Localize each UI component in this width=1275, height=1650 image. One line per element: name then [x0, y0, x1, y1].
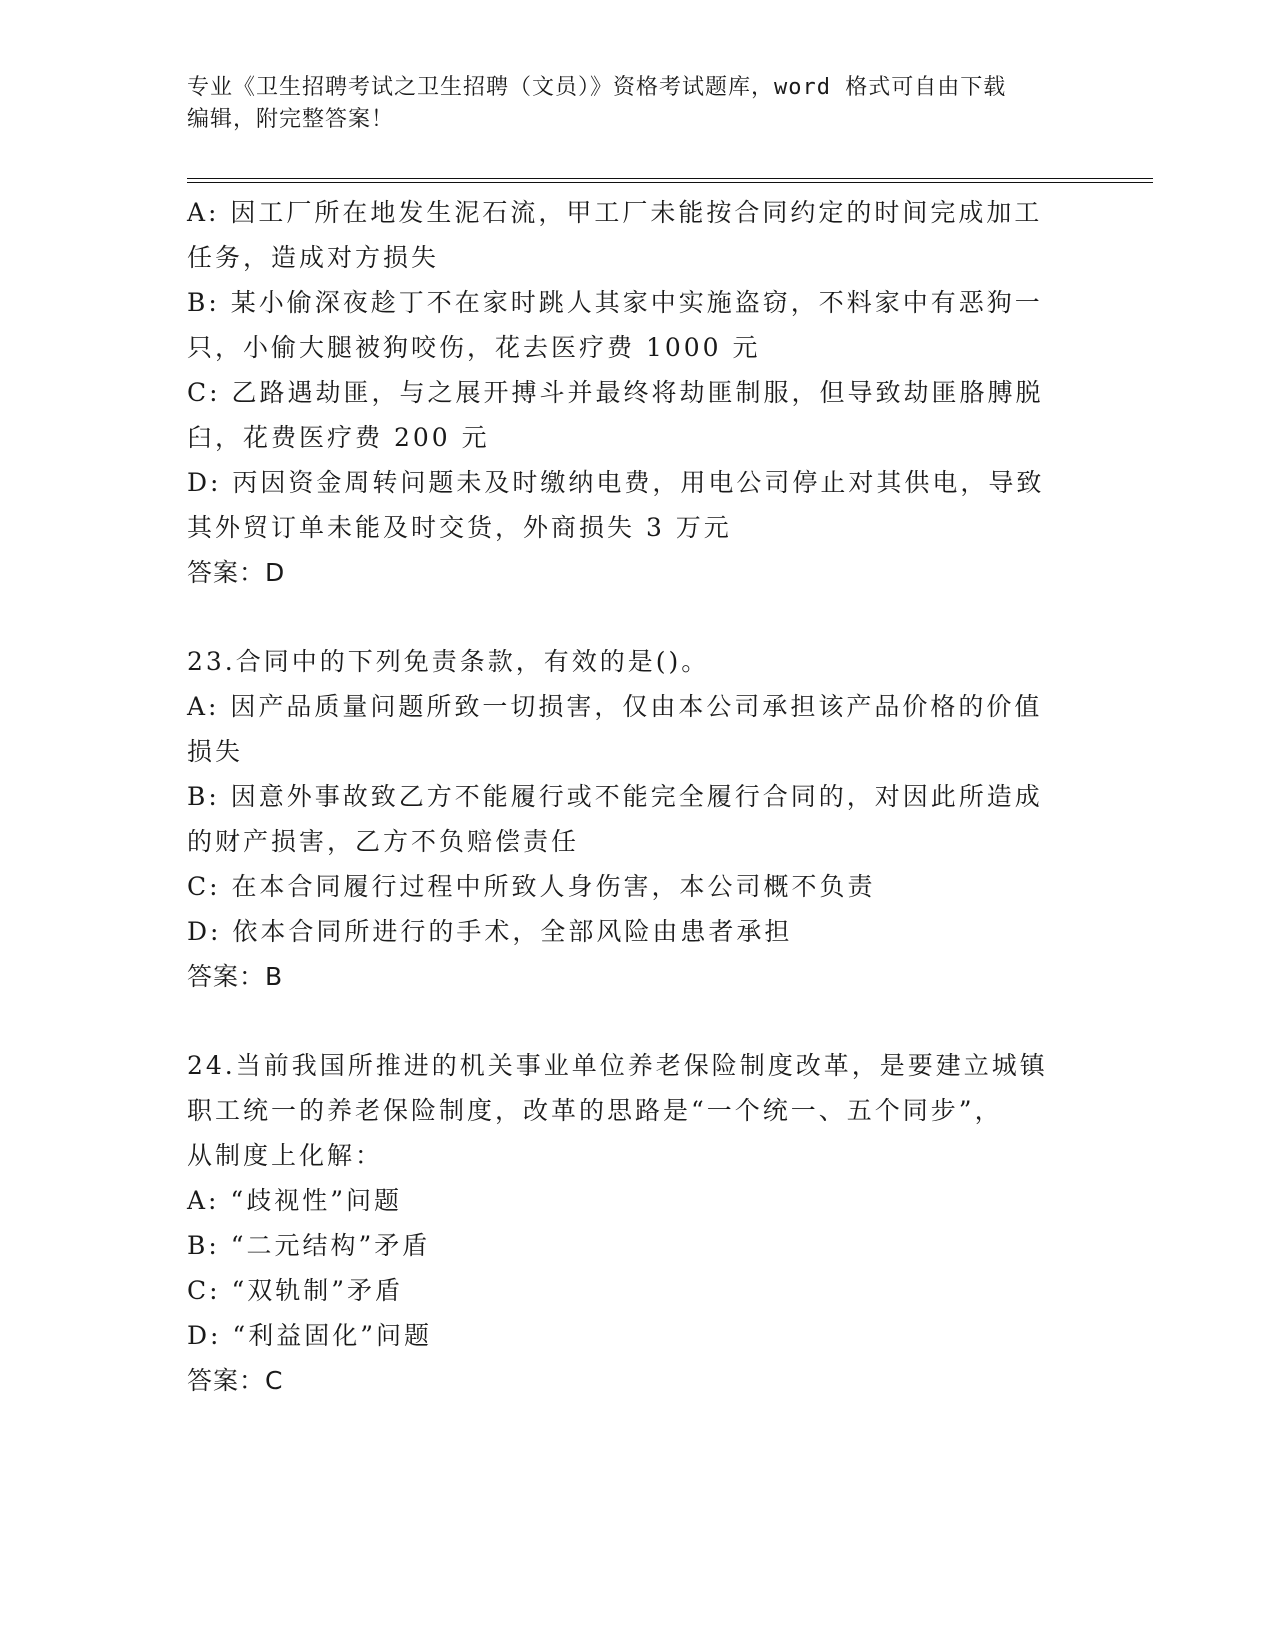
q22-option-a-line-1: A: 因工厂所在地发生泥石流，甲工厂未能按合同约定的时间完成加工 — [187, 198, 1043, 227]
q24-stem-line-3: 从制度上化解： — [187, 1141, 384, 1170]
spacer — [187, 595, 1087, 639]
q23-option-d: D: 依本合同所进行的手术，全部风险由患者承担 — [187, 917, 793, 946]
question-23 — [187, 639, 1087, 999]
q24-stem-line-1: 24.当前我国所推进的机关事业单位养老保险制度改革，是要建立城镇 — [187, 1051, 1048, 1080]
document-body — [187, 190, 1087, 1403]
q22-option-d-line-2: 其外贸订单未能及时交货，外商损失 3 万元 — [187, 513, 732, 542]
q24-option-d: D: “利益固化”问题 — [187, 1321, 432, 1350]
q24-option-a: A: “歧视性”问题 — [187, 1186, 402, 1215]
q24-option-c: C: “双轨制”矛盾 — [187, 1276, 404, 1305]
q22-option-c-line-2: 臼，花费医疗费 200 元 — [187, 423, 490, 452]
q23-option-a-line-1: A: 因产品质量问题所致一切损害，仅由本公司承担该产品价格的价值 — [187, 692, 1043, 721]
spacer — [187, 999, 1087, 1043]
q24-option-b: B: “二元结构”矛盾 — [187, 1231, 431, 1260]
q23-option-b-line-2: 的财产损害，乙方不负赔偿责任 — [187, 827, 580, 856]
question-24 — [187, 1043, 1087, 1403]
question-22-options — [187, 190, 1087, 595]
q23-option-c: C: 在本合同履行过程中所致人身伤害，本公司概不负责 — [187, 872, 876, 901]
header-line-1: 专业《卫生招聘考试之卫生招聘（文员）》资格考试题库，word 格式可自由下载 — [187, 75, 1007, 100]
q23-stem: 23.合同中的下列免责条款，有效的是()。 — [187, 647, 710, 676]
header-line-2: 编辑，附完整答案！ — [187, 107, 395, 132]
document-header — [187, 72, 1087, 136]
q24-stem-line-2: 职工统一的养老保险制度，改革的思路是“一个统一、五个同步”， — [187, 1096, 1003, 1125]
q24-answer: 答案：C — [187, 1366, 284, 1395]
q22-option-b-line-1: B: 某小偷深夜趁丁不在家时跳人其家中实施盗窃，不料家中有恶狗一 — [187, 288, 1043, 317]
q22-option-a-line-2: 任务，造成对方损失 — [187, 243, 440, 272]
q23-option-a-line-2: 损失 — [187, 737, 244, 766]
q23-answer: 答案：B — [187, 962, 284, 991]
header-rule-bottom — [187, 182, 1153, 183]
q23-option-b-line-1: B: 因意外事故致乙方不能履行或不能完全履行合同的，对因此所造成 — [187, 782, 1043, 811]
q22-option-b-line-2: 只，小偷大腿被狗咬伤，花去医疗费 1000 元 — [187, 333, 761, 362]
q22-answer: 答案：D — [187, 558, 286, 587]
q22-option-c-line-1: C: 乙路遇劫匪，与之展开搏斗并最终将劫匪制服，但导致劫匪胳膊脱 — [187, 378, 1044, 407]
q22-option-d-line-1: D: 丙因资金周转问题未及时缴纳电费，用电公司停止对其供电，导致 — [187, 468, 1045, 497]
header-rule-top — [187, 178, 1153, 179]
